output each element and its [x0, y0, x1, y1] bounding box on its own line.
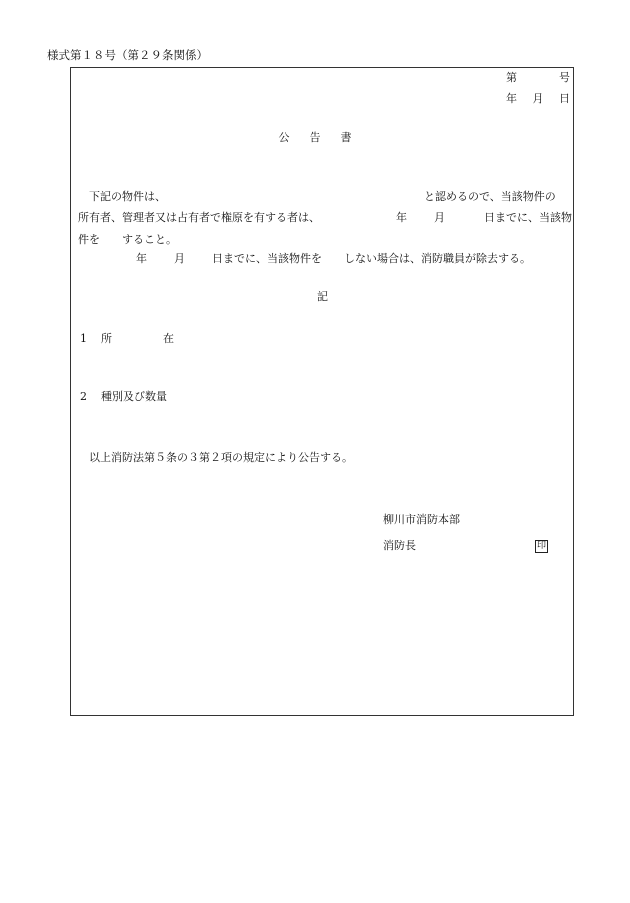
document-title	[0, 132, 630, 143]
number-dai: 第	[506, 71, 517, 84]
body-line-2c: 月	[434, 211, 445, 224]
body-line-1b: と認めるので、当該物件の	[424, 190, 556, 203]
date-month: 月	[532, 92, 544, 105]
issuer-title: 消防長	[383, 539, 416, 552]
body-line-1a: 下記の物件は、	[89, 190, 166, 203]
date-day: 日	[559, 92, 570, 105]
item1-label-a: 所	[101, 332, 112, 345]
body-line-4a: 年	[136, 252, 147, 265]
item1-label-b: 在	[163, 332, 174, 345]
item2-label: 種別及び数量	[101, 390, 167, 403]
number-go: 号	[559, 71, 570, 84]
date-year: 年	[506, 92, 517, 105]
date-line	[506, 93, 570, 104]
body-line-2d: 日までに、当該物	[484, 211, 572, 224]
seal-mark	[535, 539, 548, 553]
body-line-2b: 年	[396, 211, 407, 224]
seal-icon: 印	[536, 541, 546, 551]
item2-num: 2	[80, 390, 87, 403]
body-line-3: 件を すること。	[78, 233, 177, 246]
body-line-2a: 所有者、管理者又は占有者で権原を有する者は、	[78, 211, 320, 224]
closing-text: 以上消防法第５条の３第２項の規定により公告する。	[89, 451, 353, 464]
item1-num: 1	[80, 332, 87, 345]
ki-heading: 記	[317, 290, 328, 303]
document-number	[506, 72, 570, 104]
form-label: 様式第１８号（第２９条関係）	[47, 48, 208, 62]
title-char-2: 告	[309, 131, 321, 144]
title-char-3: 書	[340, 131, 352, 144]
body-line-4b: 月	[174, 252, 185, 265]
body-line-4c: 日までに、当該物件を しない場合は、消防職員が除去する。	[212, 252, 531, 265]
title-char-1: 公	[278, 131, 290, 144]
issuer-dept: 柳川市消防本部	[383, 513, 460, 526]
